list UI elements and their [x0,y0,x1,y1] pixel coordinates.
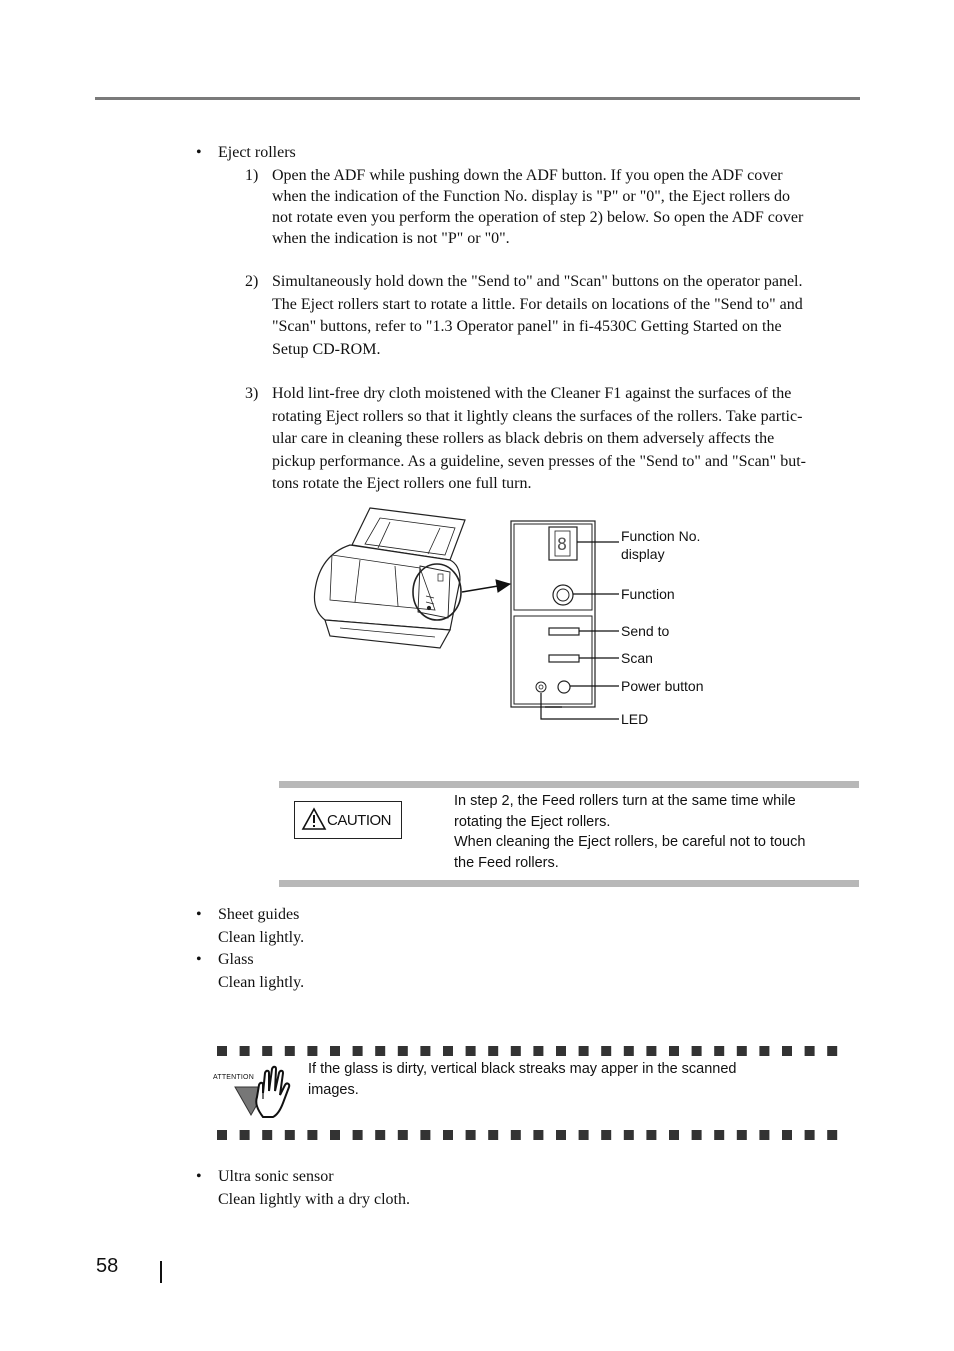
attention-text [308,1059,848,1101]
text-line: not rotate even you perform the operation of step 2) below. So open the ADF cover [272,209,804,226]
attention-bottom-rule [217,1130,849,1140]
caution-line: When cleaning the Eject rollers, be careful not to touch [454,834,806,850]
caution-top-bar [279,781,859,788]
footer-divider [160,1261,162,1283]
ultrasonic-heading: Ultra sonic sensor [218,1168,334,1185]
sheet-guides-desc: Clean lightly. [218,929,305,946]
svg-text:8: 8 [556,535,568,555]
page-number: 58 [96,1255,119,1277]
eject-rollers-heading: Eject rollers [218,144,296,161]
hand-icon [233,1063,293,1119]
operator-panel [511,521,595,707]
text-line: The Eject rollers start to rotate a little. For details on locations of the "Send to" and [272,295,803,313]
text-line: ular care in cleaning these rollers as black debris on them adversely affects the [272,430,775,447]
attention-line: If the glass is dirty, vertical black streaks may apper in the scanned [308,1061,737,1077]
step-2-text [272,271,862,361]
ultrasonic-desc: Clean lightly with a dry cloth. [218,1191,410,1208]
led-label: LED [621,711,649,727]
text-line: rotating Eject rollers so that it lightly cleans the surfaces of the rollers. Take partic- [272,407,803,425]
text-line: Simultaneously hold down the "Send to" and "Scan" buttons on the operator panel. [272,273,803,290]
text-line: when the indication is not "P" or "0". [272,230,510,247]
step-2-number: 2) [245,273,259,290]
function-no-label-line2: display [621,546,665,562]
text-line: when the indication of the Function No. display is "P" or "0", the Eject rollers do [272,188,791,205]
bullet-dot: • [196,1168,202,1185]
bullet-dot: • [196,951,202,968]
step-1-number: 1) [245,167,259,184]
text-line: Open the ADF while pushing down the ADF button. If you open the ADF cover [272,167,783,184]
caution-text [454,791,854,873]
caution-badge-label: CAUTION [327,812,391,829]
attention-line: images. [308,1082,359,1098]
attention-badge [213,1063,293,1119]
send-to-label: Send to [621,623,670,639]
sheet-guides-heading: Sheet guides [218,906,300,923]
glass-desc: Clean lightly. [218,974,305,991]
step-1-text [272,165,862,249]
text-line: pickup performance. As a guideline, seven presses of the "Send to" and "Scan" but- [272,452,806,470]
caution-badge [294,801,402,839]
text-line: "Scan" buttons, refer to "1.3 Operator panel" in fi-4530C Getting Started on the [272,318,782,335]
bullet-dot: • [196,144,202,161]
text-line: Setup CD-ROM. [272,340,381,358]
header-rule [95,97,860,100]
function-label: Function [621,586,675,602]
arrow-icon [462,580,510,592]
caution-line: rotating the Eject rollers. [454,813,611,830]
attention-top-rule [217,1046,849,1056]
operator-panel-figure [300,500,630,740]
caution-bottom-bar [279,880,859,887]
glass-heading: Glass [218,951,254,968]
step-3-text [272,383,862,496]
caution-line: In step 2, the Feed rollers turn at the same time while [454,793,796,809]
function-no-label: Function No. [621,528,701,544]
attention-badge-label: ATTENTION [213,1074,254,1081]
warning-triangle-icon [301,807,327,831]
caution-line: the Feed rollers. [454,854,559,871]
bullet-dot: • [196,906,202,923]
power-button-label: Power button [621,678,704,694]
scan-label: Scan [621,650,653,666]
text-line: Hold lint-free dry cloth moistened with the Cleaner F1 against the surfaces of the [272,385,792,402]
text-line: tons rotate the Eject rollers one full turn. [272,475,532,492]
scanner-illustration [314,508,465,648]
step-3-number: 3) [245,385,259,402]
